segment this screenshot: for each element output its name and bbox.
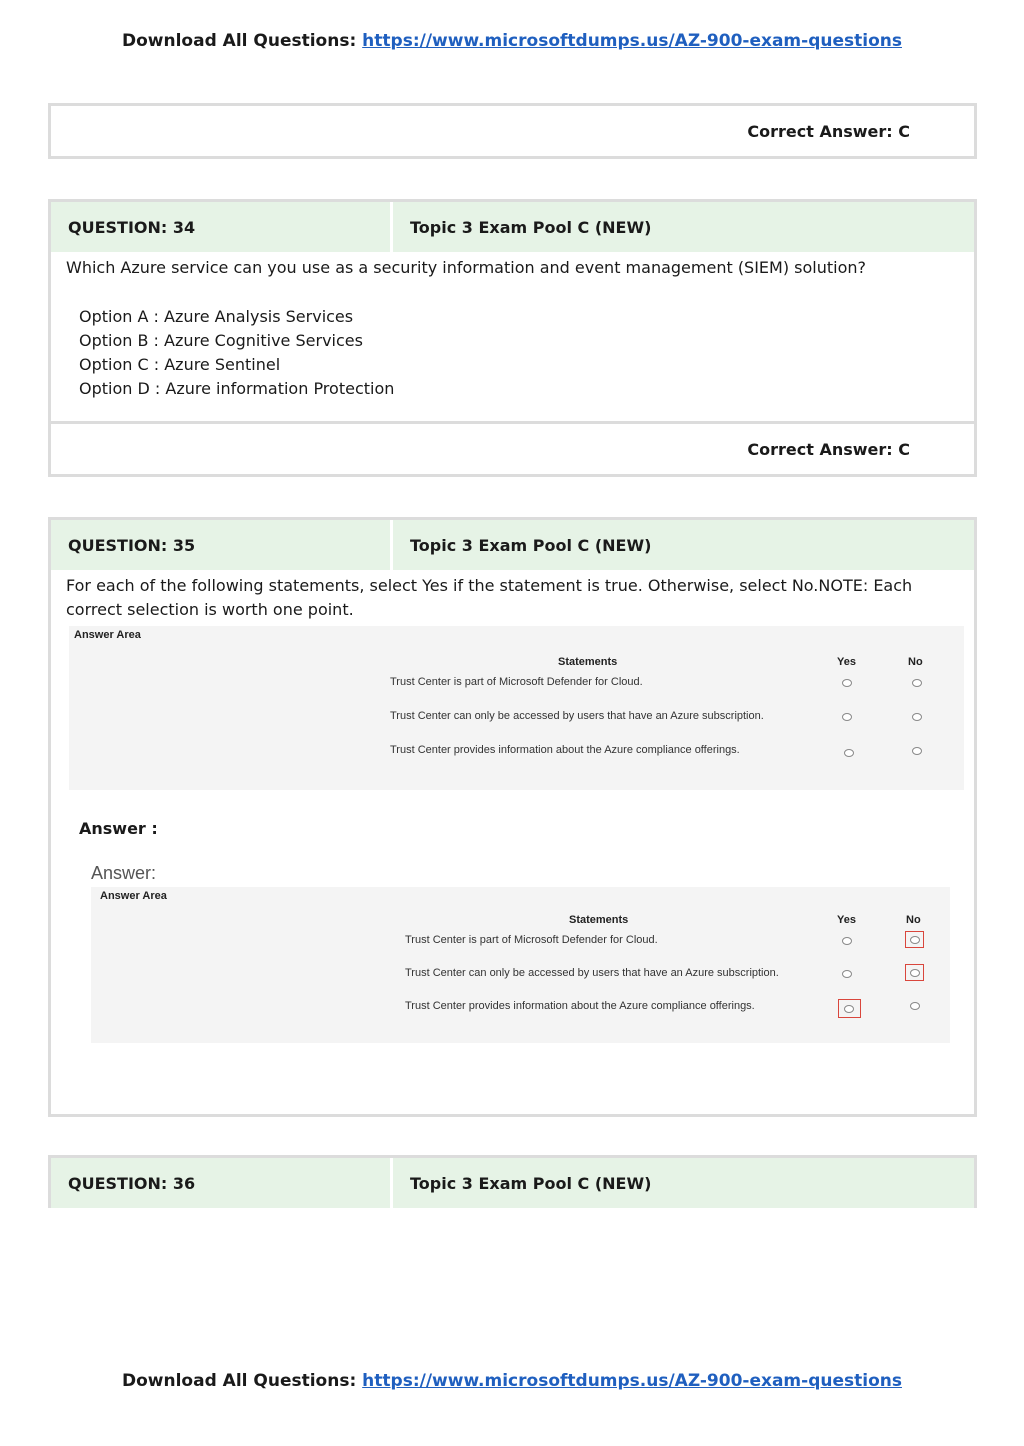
radio-yes-1 — [842, 937, 852, 945]
answer-area-label: Answer Area — [100, 890, 167, 902]
option-c: Option C : Azure Sentinel — [79, 355, 281, 374]
download-banner-bottom — [0, 1371, 1024, 1391]
question-topic: Topic 3 Exam Pool C (NEW) — [410, 217, 652, 237]
radio-no-2 — [910, 969, 920, 977]
radio-yes-3 — [844, 1005, 854, 1013]
statement-2: Trust Center can only be accessed by users that have an Azure subscription. — [405, 967, 779, 979]
answer-area-question — [69, 626, 964, 790]
no-header: No — [906, 914, 921, 926]
statement-1: Trust Center is part of Microsoft Defender for Cloud. — [405, 934, 658, 946]
question-topic: Topic 3 Exam Pool C (NEW) — [410, 535, 652, 555]
correct-answer: Correct Answer: C — [747, 121, 910, 141]
question-text: Which Azure service can you use as a security information and event management (SIEM) solution? — [66, 258, 867, 277]
question-header — [51, 202, 974, 252]
answer-heading: Answer: — [91, 863, 157, 883]
statement-3: Trust Center provides information about the Azure compliance offerings. — [405, 1000, 755, 1012]
radio-no-1[interactable] — [912, 679, 922, 687]
statement-2: Trust Center can only be accessed by users that have an Azure subscription. — [390, 710, 764, 722]
question-34-card — [48, 199, 977, 477]
question-text: For each of the following statements, select Yes if the statement is true. Otherwise, select No.NOTE: Each correct selection is worth one point. — [66, 576, 913, 619]
statements-header: Statements — [558, 656, 618, 668]
radio-yes-3[interactable] — [844, 749, 854, 757]
question-number: QUESTION: 35 — [51, 520, 393, 570]
option-list — [51, 280, 974, 421]
correct-answer: Correct Answer: C — [747, 439, 910, 459]
question-header — [51, 520, 974, 570]
question-header — [51, 1158, 974, 1208]
answer-area-label: Answer Area — [74, 629, 141, 641]
yes-header: Yes — [837, 656, 856, 668]
previous-answer-card — [48, 103, 977, 159]
download-link[interactable]: https://www.microsoftdumps.us/AZ-900-exam-questions — [362, 31, 902, 51]
question-35-card — [48, 517, 977, 1117]
radio-no-1 — [910, 936, 920, 944]
download-label: Download All Questions: — [122, 31, 357, 51]
yes-header: Yes — [837, 914, 856, 926]
radio-yes-1[interactable] — [842, 679, 852, 687]
option-b: Option B : Azure Cognitive Services — [79, 331, 363, 350]
download-label: Download All Questions: — [122, 1371, 357, 1391]
download-banner-top — [0, 31, 1024, 51]
statement-3: Trust Center provides information about the Azure compliance offerings. — [390, 744, 740, 756]
radio-no-3 — [910, 1002, 920, 1010]
radio-yes-2[interactable] — [842, 713, 852, 721]
question-number: QUESTION: 34 — [51, 202, 393, 252]
radio-yes-2 — [842, 970, 852, 978]
statement-1: Trust Center is part of Microsoft Defender for Cloud. — [390, 676, 643, 688]
question-36-card — [48, 1155, 977, 1208]
option-a: Option A : Azure Analysis Services — [79, 307, 354, 326]
answer-area-solution — [91, 887, 950, 1043]
radio-no-2[interactable] — [912, 713, 922, 721]
answer-label: Answer : — [79, 819, 158, 838]
no-header: No — [908, 656, 923, 668]
download-link[interactable]: https://www.microsoftdumps.us/AZ-900-exam-questions — [362, 1371, 902, 1391]
question-topic: Topic 3 Exam Pool C (NEW) — [410, 1173, 652, 1193]
radio-no-3[interactable] — [912, 747, 922, 755]
option-d: Option D : Azure information Protection — [79, 379, 395, 398]
question-number: QUESTION: 36 — [51, 1158, 393, 1208]
statements-header: Statements — [569, 914, 629, 926]
